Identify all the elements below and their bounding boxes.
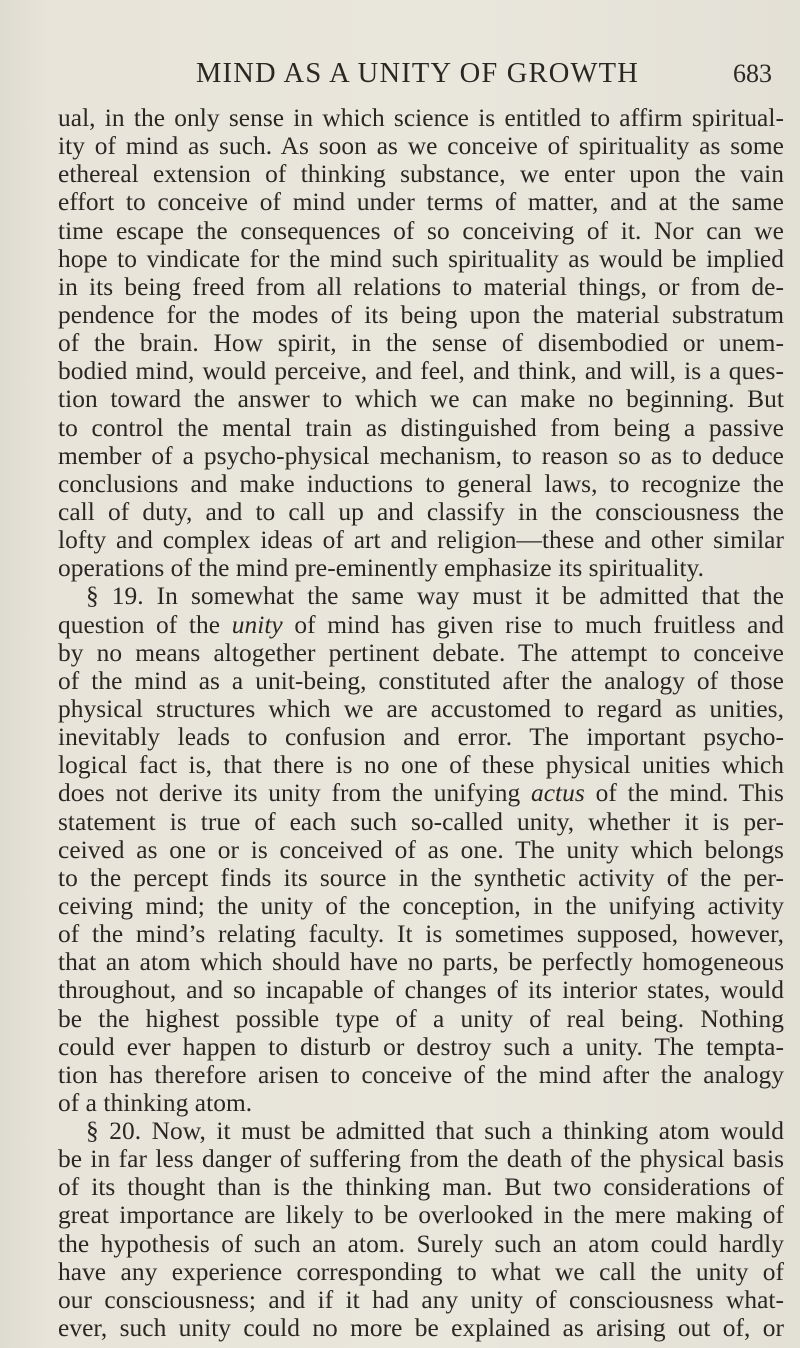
running-head xyxy=(0,54,800,94)
text-line: of the mind as a unit-being, constituted after the analogy of those xyxy=(58,666,784,695)
text-line: inevitably leads to confusion and error. The important psycho- xyxy=(58,723,784,752)
paragraph-end-line: operations of the mind pre-eminently emphasize its spirituality. xyxy=(58,554,705,583)
text-line: in its being freed from all relations to material things, or from de- xyxy=(58,272,784,301)
running-title: MIND AS A UNITY OF GROWTH xyxy=(196,58,639,89)
text-line: by no means altogether pertinent debate. The attempt to conceive xyxy=(58,638,784,667)
text-line: pendence for the modes of its being upon the material substratum xyxy=(58,300,784,329)
text-line: effort to conceive of mind under terms of matter, and at the same xyxy=(58,188,784,217)
text-line: tion toward the answer to which we can make no beginning. But xyxy=(58,385,784,414)
text-line: tion has therefore arisen to conceive of the mind after the analogy xyxy=(58,1060,784,1089)
text-line: physical structures which we are accustomed to regard as unities, xyxy=(58,694,784,723)
text-line: ual, in the only sense in which science is entitled to affirm spiritual- xyxy=(58,104,784,132)
text-line: lofty and complex ideas of art and religion—these and other similar xyxy=(58,526,784,555)
paragraph-end-line: of a thinking atom. xyxy=(58,1088,253,1117)
italic-word: actus xyxy=(530,779,585,808)
text-line: be in far less danger of suffering from the death of the physical basis xyxy=(58,1145,784,1174)
text-line: could ever happen to disturb or destroy such a unity. The tempta- xyxy=(58,1032,784,1061)
text-line: question of the unity of mind has given rise to much fruitless and xyxy=(58,610,784,639)
text-line: bodied mind, would perceive, and feel, and think, and will, is a ques- xyxy=(58,357,784,386)
page-number: 683 xyxy=(733,59,772,88)
text-line: logical fact is, that there is no one of these physical unities which xyxy=(58,751,784,780)
text-line: throughout, and so incapable of changes of its interior states, would xyxy=(58,976,784,1005)
text-line: ethereal extension of thinking substance, we enter upon the vain xyxy=(58,160,784,189)
text-line: of the mind’s relating faculty. It is sometimes supposed, however, xyxy=(58,920,784,949)
text-line: ity of mind as such. As soon as we conceive of spirituality as some xyxy=(58,132,784,161)
text-line: conclusions and make inductions to general laws, to recognize the xyxy=(58,469,784,498)
text-line: statement is true of each such so-called unity, whether it is per- xyxy=(58,807,784,836)
section-19-start: § 19. In somewhat the same way must it be admitted that the xyxy=(86,582,784,611)
text-line: great importance are likely to be overlooked in the mere making of xyxy=(58,1201,784,1230)
text-line: to the percept finds its source in the synthetic activity of the per- xyxy=(58,863,784,892)
text-line: our consciousness; and if it had any unity of consciousness what- xyxy=(58,1285,784,1314)
text-line: call of duty, and to call up and classify in the consciousness the xyxy=(58,497,784,526)
text-line: of the brain. How spirit, in the sense of disembodied or unem- xyxy=(58,329,784,358)
text-line: of its thought than is the thinking man. But two considerations of xyxy=(58,1173,784,1202)
text-line: time escape the consequences of so conceiving of it. Nor can we xyxy=(58,216,784,245)
text-line: does not derive its unity from the unifying actus of the mind. This xyxy=(58,779,784,808)
text-line: ever, such unity could no more be explained as arising out of, or xyxy=(58,1314,784,1343)
body-text xyxy=(58,104,784,1342)
text-line: member of a psycho-physical mechanism, to reason so as to deduce xyxy=(58,441,784,470)
text-line: be the highest possible type of a unity of real being. Nothing xyxy=(58,1004,784,1033)
text-line: hope to vindicate for the mind such spirituality as would be implied xyxy=(58,244,784,273)
text-line: have any experience corresponding to what we call the unity of xyxy=(58,1257,784,1286)
text-line: ceiving mind; the unity of the conception, in the unifying activity xyxy=(58,891,784,920)
italic-word: unity xyxy=(231,610,283,639)
text-line: ceived as one or is conceived of as one. The unity which belongs xyxy=(58,835,784,864)
text-line: to control the mental train as distinguished from being a passive xyxy=(58,413,784,442)
text-line: the hypothesis of such an atom. Surely such an atom could hardly xyxy=(58,1229,784,1258)
section-20-start: § 20. Now, it must be admitted that such a thinking atom would xyxy=(86,1117,784,1146)
text-line: that an atom which should have no parts, be perfectly homogeneous xyxy=(58,948,784,977)
